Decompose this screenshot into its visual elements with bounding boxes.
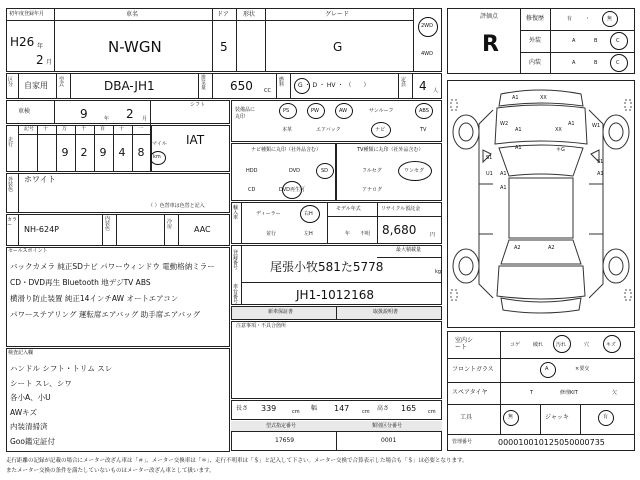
jack-label: ジャッキ: [545, 414, 569, 421]
model: DBA-JH1: [104, 79, 155, 93]
inspector-label: 検査記入欄: [8, 350, 34, 356]
steering-right: 右H: [304, 211, 313, 217]
color-code-label: カラー: [7, 217, 18, 228]
chassis-label: 車台番号: [233, 284, 239, 305]
type-approval-value: 17659: [275, 437, 295, 444]
max-load-unit: kg: [435, 269, 442, 275]
sheet-scratch: キズ: [606, 342, 616, 348]
equipment-item: PW: [311, 108, 319, 114]
navi-sd: SD: [321, 168, 329, 174]
color-code: NH-624P: [24, 225, 59, 234]
damage-mark: A2: [514, 245, 521, 251]
equipment-item: エアバック: [316, 127, 341, 133]
color-note: （ ）色替車は色替と記入: [148, 203, 205, 209]
equipment-item: ナビ: [375, 127, 386, 133]
fuel-label: 燃料: [279, 77, 285, 88]
shape-label: 形状: [243, 11, 256, 18]
manual: 取扱説明書: [373, 309, 399, 315]
footer-line-2: またメーター交換の条件を満たしていないものはメーター改ざん車として扱います。: [6, 468, 215, 474]
capacity-label: 定員: [401, 77, 407, 88]
equipment-item: TV: [420, 127, 427, 133]
manage-value: 000010010125050000735: [498, 438, 605, 447]
navi-dvd: DVD: [289, 168, 301, 174]
damage-mark: A1: [500, 185, 507, 191]
damage-mark: S1: [486, 155, 493, 161]
category: 自家用: [24, 81, 48, 90]
grade: G: [333, 40, 343, 54]
sheet-hole: 穴: [584, 342, 590, 348]
footer-line-1: 走行距離の記録が記載の場合にメーター改ざん車は「＃」、メーター交換車は「＊」、走行不明車は「＄」と記入して下さい。メーター交換で合算表示した場合も「＄」は必要となります。: [6, 458, 468, 464]
spare-kit: 修理KIT: [560, 390, 578, 396]
tv-note: （社外品含む）: [388, 147, 424, 153]
capacity-unit: 人: [433, 88, 439, 94]
sales-point-line: CD・DVD再生 Bluetooth 地デジTV ABS: [10, 278, 151, 287]
damage-mark: A1: [512, 95, 519, 101]
import-parallel: 並行: [266, 231, 277, 237]
equipment-item: サンルーフ: [369, 108, 394, 114]
grade-label: グレード: [325, 11, 350, 18]
mileage-place-label: 千: [81, 126, 87, 132]
tv-label-text: TV種類に丸印: [357, 147, 389, 153]
ac-value: AAC: [194, 225, 211, 234]
damage-mark: A1: [568, 121, 575, 127]
mileage-label: 走行: [8, 137, 14, 148]
spare-missing: 欠: [612, 390, 618, 396]
damage-mark: A1: [515, 127, 522, 133]
repair-label: 修復歴: [526, 15, 545, 22]
displacement-label: 排気量: [201, 75, 207, 91]
first-reg-era: H26: [10, 35, 35, 49]
exterior-b: B: [594, 38, 598, 44]
sales-point-line: バックカメラ 純正SDナビ パワーウィンドウ 電動格納ミラー: [10, 262, 215, 271]
color-label: 外装色: [8, 177, 14, 193]
sales-point-line: 横滑り防止装置 純正14インチAW オートエアコン: [10, 294, 179, 303]
displacement: 650: [230, 79, 253, 93]
shift: IAT: [186, 133, 205, 147]
mileage-place-label: 記号: [24, 126, 35, 132]
equipment-item: AW: [339, 108, 348, 114]
windshield-replace: ×要交: [575, 366, 590, 372]
doors-label: ドア: [217, 11, 229, 18]
windshield-label: フロントガラス: [452, 366, 494, 373]
plate-number: 尾張小牧581た5778: [270, 260, 384, 274]
import-dealer: ディーラー: [256, 211, 281, 217]
damage-mark: XX: [540, 95, 547, 101]
shift-label: シフト: [190, 102, 206, 108]
repair-dot: ・: [585, 16, 591, 22]
sheet-burn: コゲ: [510, 342, 521, 348]
manage-label: 管理番号: [452, 439, 473, 445]
score-value: R: [482, 32, 499, 57]
equipment-item: ABS: [419, 108, 429, 114]
drive-4wd: 4WD: [421, 51, 433, 57]
type-approval-label: 型式指定番号: [266, 423, 297, 429]
repair-option-yes: 有: [567, 16, 573, 22]
repair-option-no: 無: [607, 16, 613, 22]
exterior-a: A: [572, 38, 576, 44]
mileage-place-label: 百: [100, 126, 106, 132]
mileage-place-label: 十: [43, 126, 49, 132]
car-diagram: [449, 84, 633, 324]
damage-mark: W1: [592, 123, 601, 129]
inspection-year-suffix: 年: [104, 116, 110, 122]
tv-label: [357, 148, 424, 153]
exterior-c: C: [616, 38, 620, 44]
navi-cd: CD: [248, 187, 256, 193]
damage-mark: A1: [515, 145, 522, 151]
width-label: 幅: [311, 405, 318, 412]
inspection-label: 車検: [18, 108, 31, 115]
color-value: ホワイト: [24, 175, 56, 184]
equipment-item: PS: [283, 108, 290, 114]
car-name-label: 車名: [126, 11, 139, 18]
tv-fullseg: フルセグ: [362, 168, 382, 174]
inspector-line: ハンドル シフト・トリム スレ: [10, 364, 113, 373]
capacity: 4: [419, 79, 427, 93]
score-label: 評価点: [480, 13, 499, 20]
model-year-unit: 年: [345, 231, 351, 237]
length-label: 長さ: [236, 405, 249, 412]
inspector-line: シート スレ、シワ: [10, 378, 72, 388]
caution-box: [231, 321, 442, 399]
class-label: 類別区分番号: [372, 423, 403, 429]
sheet-stain: 汚れ: [556, 342, 567, 348]
recycle-value: 8,680: [382, 223, 417, 237]
damage-mark: キG: [556, 147, 565, 153]
steering-left: 左H: [304, 231, 313, 237]
damage-mark: S1: [597, 159, 604, 165]
spare-t: T: [530, 390, 534, 396]
damage-mark: XX: [555, 127, 562, 133]
mileage-digit: 2: [80, 146, 88, 159]
recycle-unit: 円: [430, 232, 436, 238]
inspector-line: 各小A、小U: [10, 393, 51, 402]
model-year-label: モデル年式: [336, 206, 361, 212]
new-warranty: 新車保証書: [268, 309, 294, 315]
exterior-label: 外装: [529, 37, 542, 44]
tools-value: 無: [508, 414, 514, 420]
import-label: 輸入車: [233, 205, 239, 221]
windshield-a: A: [545, 366, 549, 372]
tools-label: 工具: [460, 414, 473, 421]
mileage-digit: 9: [99, 146, 107, 159]
first-reg-label: 初年度登録年月: [9, 11, 45, 17]
interior-color-label: 内装色: [105, 216, 111, 232]
sales-points-label: セールスポイント: [8, 248, 48, 254]
damage-mark: A1: [500, 171, 507, 177]
damage-mark: U1: [486, 171, 493, 177]
chassis-number: JH1-1012168: [296, 288, 374, 302]
mileage-digit: 4: [118, 146, 126, 159]
first-reg-month-suffix: 月: [46, 59, 53, 66]
mileage-unit-mile: マイル: [152, 141, 167, 147]
plate-label: 登録番号: [233, 250, 239, 271]
tv-analog: アナログ: [362, 187, 383, 193]
navi-dvd-play: DVD再生可: [279, 187, 306, 193]
fuel-options: G ・ D ・ HV ・ （ ）: [298, 82, 370, 89]
first-reg-year-suffix: 年: [37, 43, 44, 50]
interior-sheet-label: 室内シート: [455, 337, 474, 352]
interior-c: C: [616, 60, 620, 66]
model-year-value: 不明: [360, 231, 371, 237]
mileage-place-label: 万: [62, 126, 68, 132]
tv-oneseg: ワンセグ: [404, 168, 425, 174]
displacement-unit: CC: [264, 88, 271, 94]
model-label: 型式: [59, 77, 65, 88]
sheet-tear: 破れ: [533, 342, 544, 348]
sales-point-line: パワーステアリング 運転席エアバッグ 助手席エアバッグ: [10, 310, 201, 319]
navi-label: [251, 148, 321, 153]
car-outline-svg: [449, 84, 633, 324]
category-label: 区分: [8, 77, 14, 88]
mileage-digit: 9: [61, 146, 69, 159]
height-label: 高さ: [377, 405, 390, 412]
mileage-unit-km: km: [153, 154, 161, 160]
inspector-line: 内装清掃済: [10, 422, 48, 431]
jack-value: 有: [603, 414, 609, 420]
navi-note: （社外品含む）: [286, 147, 322, 153]
height-unit: cm: [428, 409, 436, 415]
spare-tire-label: スペアタイヤ: [452, 389, 488, 396]
mileage-digit: 8: [137, 146, 145, 159]
interior-label: 内装: [529, 59, 542, 66]
class-value: 0001: [381, 437, 397, 444]
caution-label: 注意事項・不具合箇所: [236, 323, 287, 329]
mileage-place-label: 十: [119, 126, 125, 132]
width-value: 147: [334, 404, 350, 413]
width-unit: cm: [362, 409, 370, 415]
interior-b: B: [594, 60, 598, 66]
navi-label-text: ナビ種類に丸印: [251, 147, 287, 153]
max-load-label: 最大積載量: [396, 247, 422, 253]
doors: 5: [220, 40, 228, 54]
inspector-line: Goo鑑定証付: [10, 436, 55, 446]
length-value: 339: [261, 404, 277, 413]
ac-label: 冷房: [167, 219, 173, 230]
mileage-place-label: 一: [138, 126, 144, 132]
recycle-label: リサイクル預託金: [381, 206, 421, 212]
first-reg-month: 2: [36, 53, 44, 67]
damage-mark: A2: [548, 245, 555, 251]
interior-a: A: [572, 60, 576, 66]
drive-2wd: 2WD: [421, 23, 433, 29]
equipment-label: 装備品に丸印: [235, 107, 256, 120]
damage-mark: A1: [597, 171, 604, 177]
equipment-item: 本革: [282, 127, 293, 133]
length-unit: cm: [292, 409, 300, 415]
inspection-year: 9: [80, 107, 88, 121]
inspection-month-suffix: 月: [142, 116, 148, 122]
inspector-line: AWキズ: [10, 407, 37, 417]
damage-mark: W2: [500, 121, 509, 127]
spec-row: [6, 73, 442, 99]
navi-hdd: HDD: [246, 168, 258, 174]
car-name: N-WGN: [108, 38, 162, 56]
height-value: 165: [401, 404, 417, 413]
inspection-month: 2: [126, 107, 134, 121]
